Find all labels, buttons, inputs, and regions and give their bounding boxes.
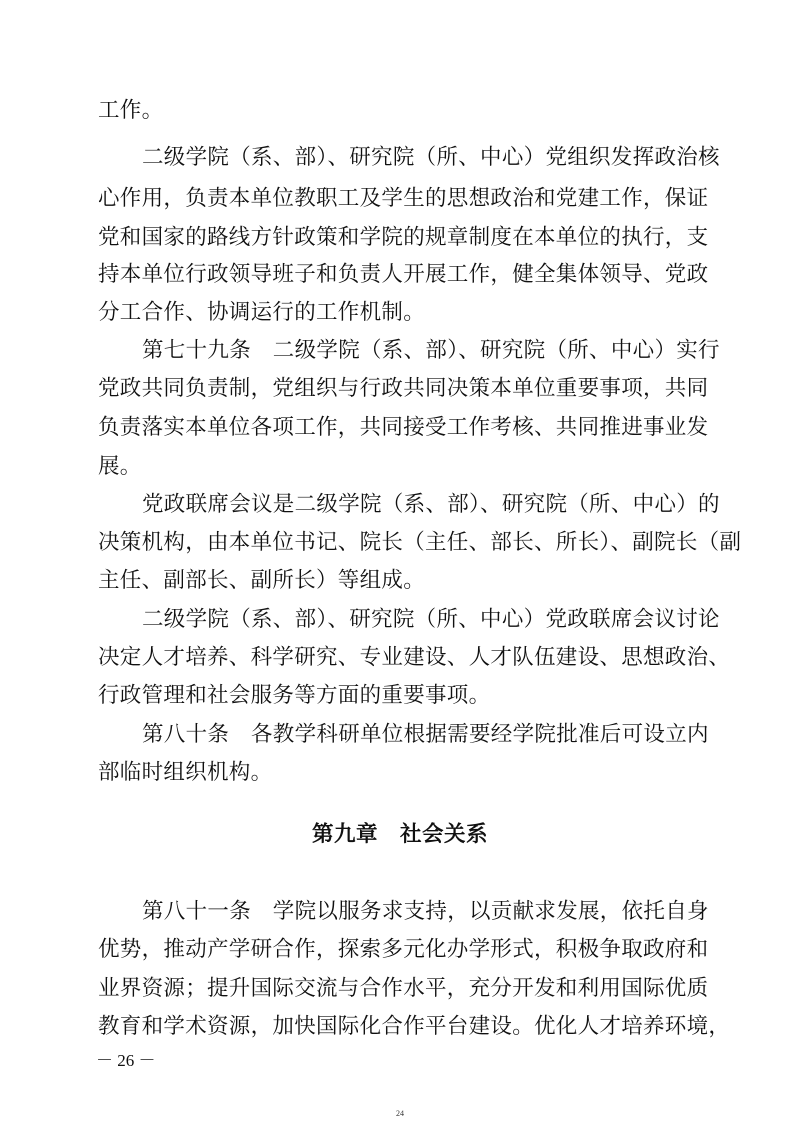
text-line: 党和国家的路线方针政策和学院的规章制度在本单位的执行，支: [98, 225, 709, 250]
text-line: 心作用，负责本单位教职工及学生的思想政治和党建工作，保证: [98, 186, 709, 211]
text-line: 党政联席会议是二级学院（系、部）、研究院（所、中心）的: [142, 492, 720, 517]
text-line: 优势，推动产学研合作，探索多元化办学形式，积极争取政府和: [98, 937, 709, 962]
text-line: 第八十条 各教学科研单位根据需要经学院批准后可设立内: [142, 722, 709, 747]
text-line: 负责落实本单位各项工作，共同接受工作考核、共同推进事业发: [98, 415, 709, 440]
text-line: 党政共同负责制，党组织与行政共同决策本单位重要事项，共同: [98, 376, 709, 401]
text-line: 主任、副部长、副所长）等组成。: [98, 568, 426, 593]
text-line: 业界资源；提升国际交流与合作水平，充分开发和利用国际优质: [98, 976, 709, 1001]
text-line: 第八十一条 学院以服务求支持，以贡献求发展，依托自身: [142, 899, 709, 924]
scan-page-number: 24: [396, 1109, 404, 1118]
page-number: － 26 －: [96, 1051, 156, 1070]
text-line: 行政管理和社会服务等方面的重要事项。: [98, 683, 491, 708]
text-line: 决定人才培养、科学研究、专业建设、人才队伍建设、思想政治、: [98, 645, 731, 670]
text-line: 决策机构，由本单位书记、院长（主任、部长、所长）、副院长（副: [98, 530, 742, 555]
text-line: 第七十九条 二级学院（系、部）、研究院（所、中心）实行: [142, 338, 720, 363]
chapter-heading: 第九章 社会关系: [311, 822, 488, 847]
text-line: 工作。: [98, 98, 164, 123]
text-line: 展。: [98, 454, 142, 479]
text-line: 部临时组织机构。: [98, 760, 273, 785]
text-line: 持本单位行政领导班子和负责人开展工作，健全集体领导、党政: [98, 262, 709, 287]
text-line: 分工合作、协调运行的工作机制。: [98, 300, 426, 325]
text-line: 二级学院（系、部）、研究院（所、中心）党政联席会议讨论: [142, 607, 720, 632]
text-line: 二级学院（系、部）、研究院（所、中心）党组织发挥政治核: [142, 145, 720, 170]
text-line: 教育和学术资源，加快国际化合作平台建设。优化人才培养环境，: [98, 1014, 731, 1039]
